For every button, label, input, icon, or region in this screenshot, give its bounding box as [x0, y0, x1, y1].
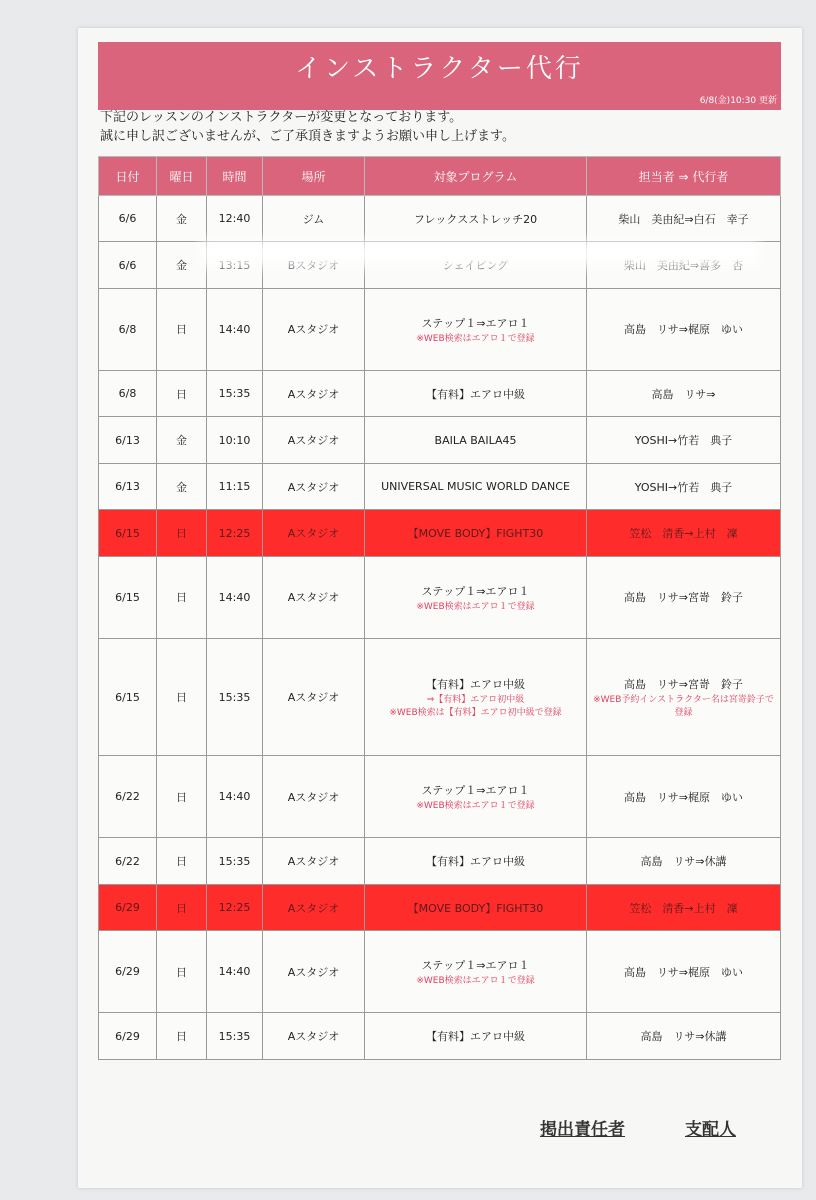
- program-cell: [365, 884, 587, 930]
- table-row: [99, 931, 781, 1013]
- staff-change: 笠松 清香→上村 凜: [629, 527, 738, 541]
- program-name: 【有料】エアロ中級: [426, 1030, 525, 1044]
- table-row: [99, 884, 781, 930]
- program-note: ⇒【有料】エアロ初中級: [426, 695, 525, 706]
- program-name: ステップ１⇒エアロ１: [421, 784, 530, 798]
- staff-note: ※WEB予約インストラクター名は宮嵜鈴子で登録: [593, 695, 774, 719]
- time-cell: 11:15: [207, 463, 263, 509]
- notice-line-2: 誠に申し訳ございませんが、ご了承頂きますようお願い申し上げます。: [100, 129, 515, 144]
- day-cell: 日: [157, 838, 207, 884]
- staff-cell: [587, 463, 781, 509]
- place-cell: Aスタジオ: [263, 510, 365, 556]
- date-cell: 6/15: [99, 556, 157, 638]
- day-cell: 金: [157, 417, 207, 463]
- place-cell: Aスタジオ: [263, 638, 365, 756]
- header-place: 場所: [263, 157, 365, 196]
- program-note: ※WEB検索はエアロ１で登録: [416, 333, 535, 344]
- header-day: 曜日: [157, 157, 207, 196]
- program-cell: [365, 556, 587, 638]
- table-row: [99, 196, 781, 242]
- program-name: BAILA BAILA45: [434, 433, 517, 447]
- program-cell: [365, 1013, 587, 1060]
- staff-change: 高島 リサ⇒宮嵜 鈴子: [624, 678, 743, 692]
- staff-cell: [587, 884, 781, 930]
- program-note-2: ※WEB検索は【有料】エアロ初中級で登録: [389, 708, 562, 719]
- staff-cell: [587, 838, 781, 884]
- header-time: 時間: [207, 157, 263, 196]
- time-cell: 12:25: [207, 884, 263, 930]
- time-cell: 14:40: [207, 756, 263, 838]
- time-cell: 14:40: [207, 556, 263, 638]
- date-cell: 6/13: [99, 417, 157, 463]
- program-cell: [365, 756, 587, 838]
- place-cell: Aスタジオ: [263, 931, 365, 1013]
- time-cell: 15:35: [207, 1013, 263, 1060]
- program-note: ※WEB検索はエアロ１で登録: [416, 801, 535, 812]
- staff-change: 笠松 清香→上村 凜: [629, 901, 738, 915]
- time-cell: 15:35: [207, 370, 263, 416]
- staff-change: YOSHI→竹若 典子: [634, 434, 733, 448]
- staff-cell: [587, 196, 781, 242]
- staff-change: 高島 リサ⇒休講: [640, 1030, 727, 1044]
- program-name: ステップ１⇒エアロ１: [421, 584, 530, 598]
- program-name: 【MOVE BODY】FIGHT30: [407, 527, 544, 541]
- day-cell: 日: [157, 1013, 207, 1060]
- light-glare: [200, 240, 760, 268]
- staff-change: 高島 リサ⇒梶原 ゆい: [624, 965, 743, 979]
- day-cell: 金: [157, 196, 207, 242]
- time-cell: 15:35: [207, 838, 263, 884]
- date-cell: 6/22: [99, 756, 157, 838]
- staff-cell: [587, 370, 781, 416]
- staff-change: 高島 リサ⇒宮嵜 鈴子: [624, 591, 743, 605]
- day-cell: 日: [157, 638, 207, 756]
- table-header-row: [99, 157, 781, 196]
- table-row: [99, 556, 781, 638]
- day-cell: 金: [157, 463, 207, 509]
- place-cell: ジム: [263, 196, 365, 242]
- program-cell: [365, 370, 587, 416]
- place-cell: Aスタジオ: [263, 288, 365, 370]
- date-cell: 6/13: [99, 463, 157, 509]
- date-cell: 6/29: [99, 931, 157, 1013]
- place-cell: Aスタジオ: [263, 463, 365, 509]
- program-name: 【有料】エアロ中級: [426, 387, 525, 401]
- place-cell: Aスタジオ: [263, 556, 365, 638]
- program-name: ステップ１⇒エアロ１: [421, 316, 530, 330]
- place-cell: Aスタジオ: [263, 884, 365, 930]
- date-cell: 6/8: [99, 370, 157, 416]
- program-name: 【有料】エアロ中級: [426, 678, 525, 692]
- table-row: [99, 638, 781, 756]
- program-name: フレックスストレッチ20: [413, 212, 538, 226]
- notice-line-1: 下記のレッスンのインストラクターが変更となっております。: [100, 110, 463, 125]
- staff-cell: [587, 1013, 781, 1060]
- day-cell: 日: [157, 884, 207, 930]
- day-cell: 日: [157, 370, 207, 416]
- title-bar: [98, 42, 781, 110]
- program-cell: [365, 838, 587, 884]
- program-note: ※WEB検索はエアロ１で登録: [416, 601, 535, 612]
- time-cell: 14:40: [207, 288, 263, 370]
- place-cell: Aスタジオ: [263, 838, 365, 884]
- program-name: 【MOVE BODY】FIGHT30: [407, 901, 544, 915]
- notice-text: [100, 108, 780, 146]
- footer-name: 支配人: [685, 1120, 736, 1140]
- header-date: 日付: [99, 157, 157, 196]
- staff-cell: [587, 756, 781, 838]
- date-cell: 6/8: [99, 288, 157, 370]
- staff-change: 高島 リサ⇒梶原 ゆい: [624, 790, 743, 804]
- date-cell: 6/6: [99, 242, 157, 288]
- program-note: ※WEB検索はエアロ１で登録: [416, 976, 535, 987]
- staff-change: 高島 リサ⇒休講: [640, 855, 727, 869]
- time-cell: 15:35: [207, 638, 263, 756]
- staff-cell: [587, 510, 781, 556]
- program-cell: [365, 196, 587, 242]
- time-cell: 14:40: [207, 931, 263, 1013]
- date-cell: 6/15: [99, 510, 157, 556]
- day-cell: 日: [157, 288, 207, 370]
- staff-cell: [587, 931, 781, 1013]
- staff-cell: [587, 556, 781, 638]
- page-title: インストラクター代行: [295, 54, 584, 84]
- footer-label: 掲出責任者: [540, 1120, 625, 1140]
- program-cell: [365, 463, 587, 509]
- date-cell: 6/29: [99, 1013, 157, 1060]
- place-cell: Aスタジオ: [263, 370, 365, 416]
- staff-cell: [587, 417, 781, 463]
- staff-change: 高島 リサ⇒梶原 ゆい: [624, 323, 743, 337]
- day-cell: 日: [157, 556, 207, 638]
- table-row: [99, 288, 781, 370]
- table-row: [99, 510, 781, 556]
- day-cell: 金: [157, 242, 207, 288]
- date-cell: 6/29: [99, 884, 157, 930]
- program-cell: [365, 510, 587, 556]
- table-row: [99, 756, 781, 838]
- day-cell: 日: [157, 931, 207, 1013]
- program-cell: [365, 288, 587, 370]
- place-cell: Aスタジオ: [263, 417, 365, 463]
- staff-cell: [587, 288, 781, 370]
- table-row: [99, 463, 781, 509]
- program-cell: [365, 931, 587, 1013]
- program-name: UNIVERSAL MUSIC WORLD DANCE: [381, 480, 570, 494]
- staff-change: 柴山 美由紀⇒白石 幸子: [618, 212, 749, 226]
- table-row: [99, 838, 781, 884]
- program-cell: [365, 638, 587, 756]
- time-cell: 10:10: [207, 417, 263, 463]
- table-row: [99, 370, 781, 416]
- time-cell: 12:25: [207, 510, 263, 556]
- place-cell: Aスタジオ: [263, 756, 365, 838]
- place-cell: Aスタジオ: [263, 1013, 365, 1060]
- program-name: ステップ１⇒エアロ１: [421, 959, 530, 973]
- table-row: [99, 1013, 781, 1060]
- schedule-table: [98, 156, 781, 1060]
- day-cell: 日: [157, 510, 207, 556]
- date-cell: 6/6: [99, 196, 157, 242]
- program-cell: [365, 417, 587, 463]
- updated-timestamp: 6/8(金)10:30 更新: [699, 96, 777, 106]
- staff-cell: [587, 638, 781, 756]
- header-program: 対象プログラム: [365, 157, 587, 196]
- header-staff: 担当者 ⇒ 代行者: [587, 157, 781, 196]
- table-row: [99, 417, 781, 463]
- footer: [540, 1115, 736, 1140]
- staff-change: YOSHI→竹若 典子: [634, 480, 733, 494]
- date-cell: 6/22: [99, 838, 157, 884]
- day-cell: 日: [157, 756, 207, 838]
- time-cell: 12:40: [207, 196, 263, 242]
- date-cell: 6/15: [99, 638, 157, 756]
- staff-change: 高島 リサ⇒: [651, 387, 716, 401]
- program-name: 【有料】エアロ中級: [426, 855, 525, 869]
